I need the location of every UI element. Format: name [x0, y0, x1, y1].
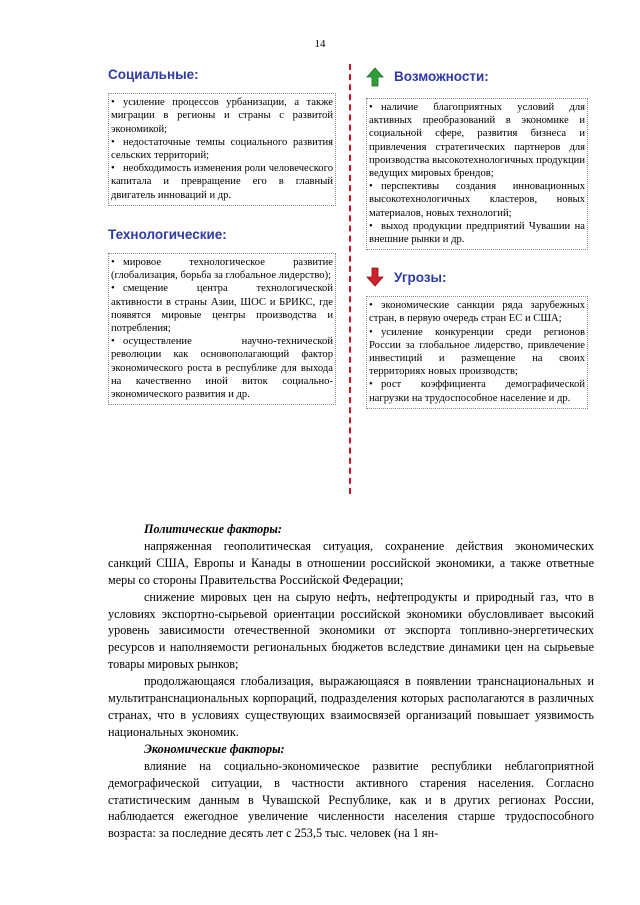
- list-item: • смещение центра технологической активности в страны Азии, ШОС и БРИКС, где появятся мировые центры производства и потребления;: [111, 283, 333, 335]
- opportunities-list: [366, 98, 588, 250]
- list-item: • перспективы создания инновационных высокотехнологичных кластеров, новых материалов, новых технологий;: [369, 181, 585, 219]
- tech-heading: Технологические:: [108, 226, 227, 242]
- list-item: • усиление процессов урбанизации, а также миграции в регионы и страны с развитой экономикой;: [111, 97, 333, 135]
- economic-factors-heading: Экономические факторы:: [144, 741, 285, 756]
- arrow-up-icon: [366, 67, 384, 87]
- threats-header: [366, 266, 588, 288]
- column-divider: [349, 64, 351, 494]
- list-item: • осуществление научно-технической революции как основополагающий фактор экономического роста в республике для выхода на качественно иной виток социально-экономического развития и др.: [111, 336, 333, 401]
- opportunities-header: [366, 66, 588, 88]
- social-list: [108, 93, 336, 206]
- paragraph: напряженная геополитическая ситуация, сохранение действия экономических санкций США, Европы и Канады в отношении российской экономики, а также ответные меры со стороны Правительства Российской Федерации;: [108, 538, 594, 587]
- arrow-down-icon: [366, 267, 384, 287]
- political-factors-heading: Политические факторы:: [144, 522, 282, 536]
- paragraph: продолжающаяся глобализация, выражающаяся в появлении транснациональных и мультитранснациональных корпораций, подразделения которых располагаются в различных странах, что в условиях существующих взаимосвязей организаций повышает уязвимость национальных экономик.: [108, 674, 594, 739]
- list-item: • необходимость изменения роли человеческого капитала и превращение его в главный двигатель инноваций и др.: [111, 163, 333, 201]
- opportunities-heading: Возможности:: [394, 69, 489, 85]
- threats-list: [366, 296, 588, 409]
- page-number: 14: [314, 38, 326, 50]
- list-item: • наличие благоприятных условий для активных преобразований в экономике и социальной сфере, развития бизнеса и привлечения стратегических партнеров для производства высокотехнологичных продукции ведущих мировых брендов;: [369, 102, 585, 180]
- list-item: • недостаточные темпы социального развития сельских территорий;: [111, 136, 333, 162]
- body-text: [108, 521, 594, 842]
- left-column: [108, 68, 336, 405]
- paragraph: снижение мировых цен на сырую нефть, нефтепродукты и природный газ, что в условиях экспортно-сырьевой ориентации российской экономики обусловливает высокий уровень зависимости отечественной экономики от экспорта топливно-энергетических ресурсов и наполняемости региональных бюджетов вследствие динамики цен на сырьевые товары мировых рынков;: [108, 589, 594, 672]
- list-item: • экономические санкции ряда зарубежных стран, в первую очередь стран ЕС и США;: [369, 300, 585, 325]
- threats-heading: Угрозы:: [394, 269, 447, 285]
- list-item: • рост коэффициента демографической нагрузки на трудоспособное население и др.: [369, 379, 585, 404]
- tech-list: [108, 253, 336, 405]
- list-item: • мировое технологическое развитие (глобализация, борьба за глобальное лидерство);: [111, 257, 333, 282]
- list-item: • выход продукции предприятий Чувашии на внешние рынки и др.: [369, 220, 585, 246]
- list-item: • усиление конкуренции среди регионов России за глобальное лидерство, привлечение инвестиций и размещение на своих территориях новых производств;: [369, 326, 585, 378]
- right-column: [366, 66, 588, 409]
- paragraph: влияние на социально-экономическое развитие республики неблагоприятной демографической ситуации, в частности активного старения населения. Согласно статистическим данным в Чувашской Республике, как и в других регионах России, наблюдается ежегодное увеличение численности населения старше трудоспособного возраста: за последние десять лет с 253,5 тыс. человек (на 1 ян-: [108, 758, 594, 841]
- social-heading: Социальные:: [108, 67, 199, 82]
